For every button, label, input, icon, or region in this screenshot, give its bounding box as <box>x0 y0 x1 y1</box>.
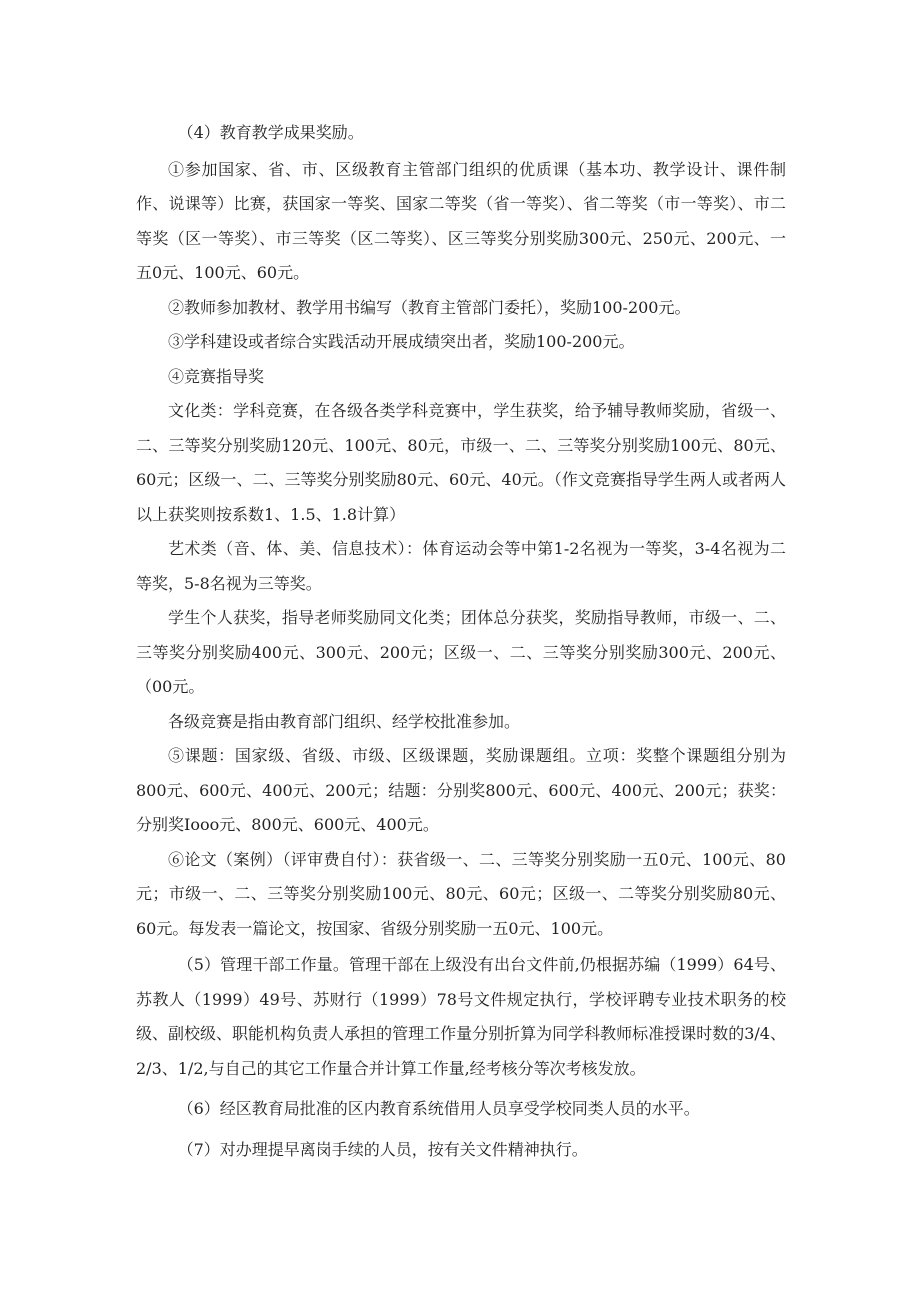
paragraph-item-1-contest-awards: ①参加国家、省、市、区级教育主管部门组织的优质课（基本功、教学设计、课件制作、说课等）比赛，获国家一等奖、国家二等奖（省一等奖）、省二等奖（市一等奖）、市二等奖（区一等奖）、市三等奖（区二等奖）、区三等奖分别奖励300元、250元、200元、一五0元、100元、60元。 <box>136 159 786 282</box>
paragraph-competition-definition: 各级竞赛是指由教育部门组织、经学校批准参加。 <box>168 711 521 731</box>
paragraph-item-2-textbook: ②教师参加教材、教学用书编写（教育主管部门委托），奖励100-200元。 <box>168 297 691 317</box>
paragraph-section-7-early-leave: （7）对办理提早离岗手续的人员，按有关文件精神执行。 <box>177 1139 588 1159</box>
document-body <box>136 116 786 1167</box>
paragraph-student-awards: 学生个人获奖，指导老师奖励同文化类；团体总分获奖，奖励指导教师，市级一、二、三等奖分别奖励400元、300元、200元；区级一、二、三等奖分别奖励300元、200元、（00元。 <box>136 608 786 696</box>
paragraph-item-3-subject: ③学科建设或者综合实践活动开展成绩突出者，奖励100-200元。 <box>168 332 635 351</box>
paragraph-section-5-management: （5）管理干部工作量。管理干部在上级没有出台文件前,仍根据苏编（1999）64号、苏教人（1999）49号、苏财行（1999）78号文件规定执行，学校评聘专业技术职务的校级、副校级、职能机构负责人承担的管理工作量分别折算为同学科教师标准授课时数的3/4、2/3、1/2,与自己的其它工作量合并计算工作量,经考核分等次考核发放。 <box>136 955 786 1078</box>
paragraph-arts-category: 艺术类（音、体、美、信息技术）：体育运动会等中第1-2名视为一等奖，3-4名视为二等奖，5-8名视为三等奖。 <box>136 539 786 593</box>
paragraph-culture-category: 文化类：学科竞赛，在各级各类学科竞赛中，学生获奖，给予辅导教师奖励，省级一、二、三等奖分别奖励120元、100元、80元，市级一、二、三等奖分别奖励100元、80元、60元；区级一、二、三等奖分别奖励80元、60元、40元。（作文竞赛指导学生两人或者两人以上获奖则按系数1、1.5、1.8计算） <box>136 401 786 524</box>
paragraph-item-5-projects: ⑤课题：国家级、省级、市级、区级课题，奖励课题组。立项：奖整个课题组分别为800元、600元、400元、200元；结题：分别奖800元、600元、400元、200元；获奖：分别奖Iooo元、800元、600元、400元。 <box>136 746 786 834</box>
paragraph-item-6-papers: ⑥论文（案例）（评审费自付）：获省级一、二、三等奖分别奖励一五0元、100元、80元；市级一、二、三等奖分别奖励100元、80元、60元；区级一、二等奖分别奖励80元、60元。每发表一篇论文，按国家、省级分别奖励一五0元、100元。 <box>136 849 786 938</box>
paragraph-section-6-borrowed-staff: （6）经区教育局批准的区内教育系统借用人员享受学校同类人员的水平。 <box>177 1099 700 1118</box>
paragraph-item-4-guidance-title: ④竞赛指导奖 <box>168 366 265 386</box>
paragraph-section-4-title: （4）教育教学成果奖励。 <box>177 123 364 142</box>
